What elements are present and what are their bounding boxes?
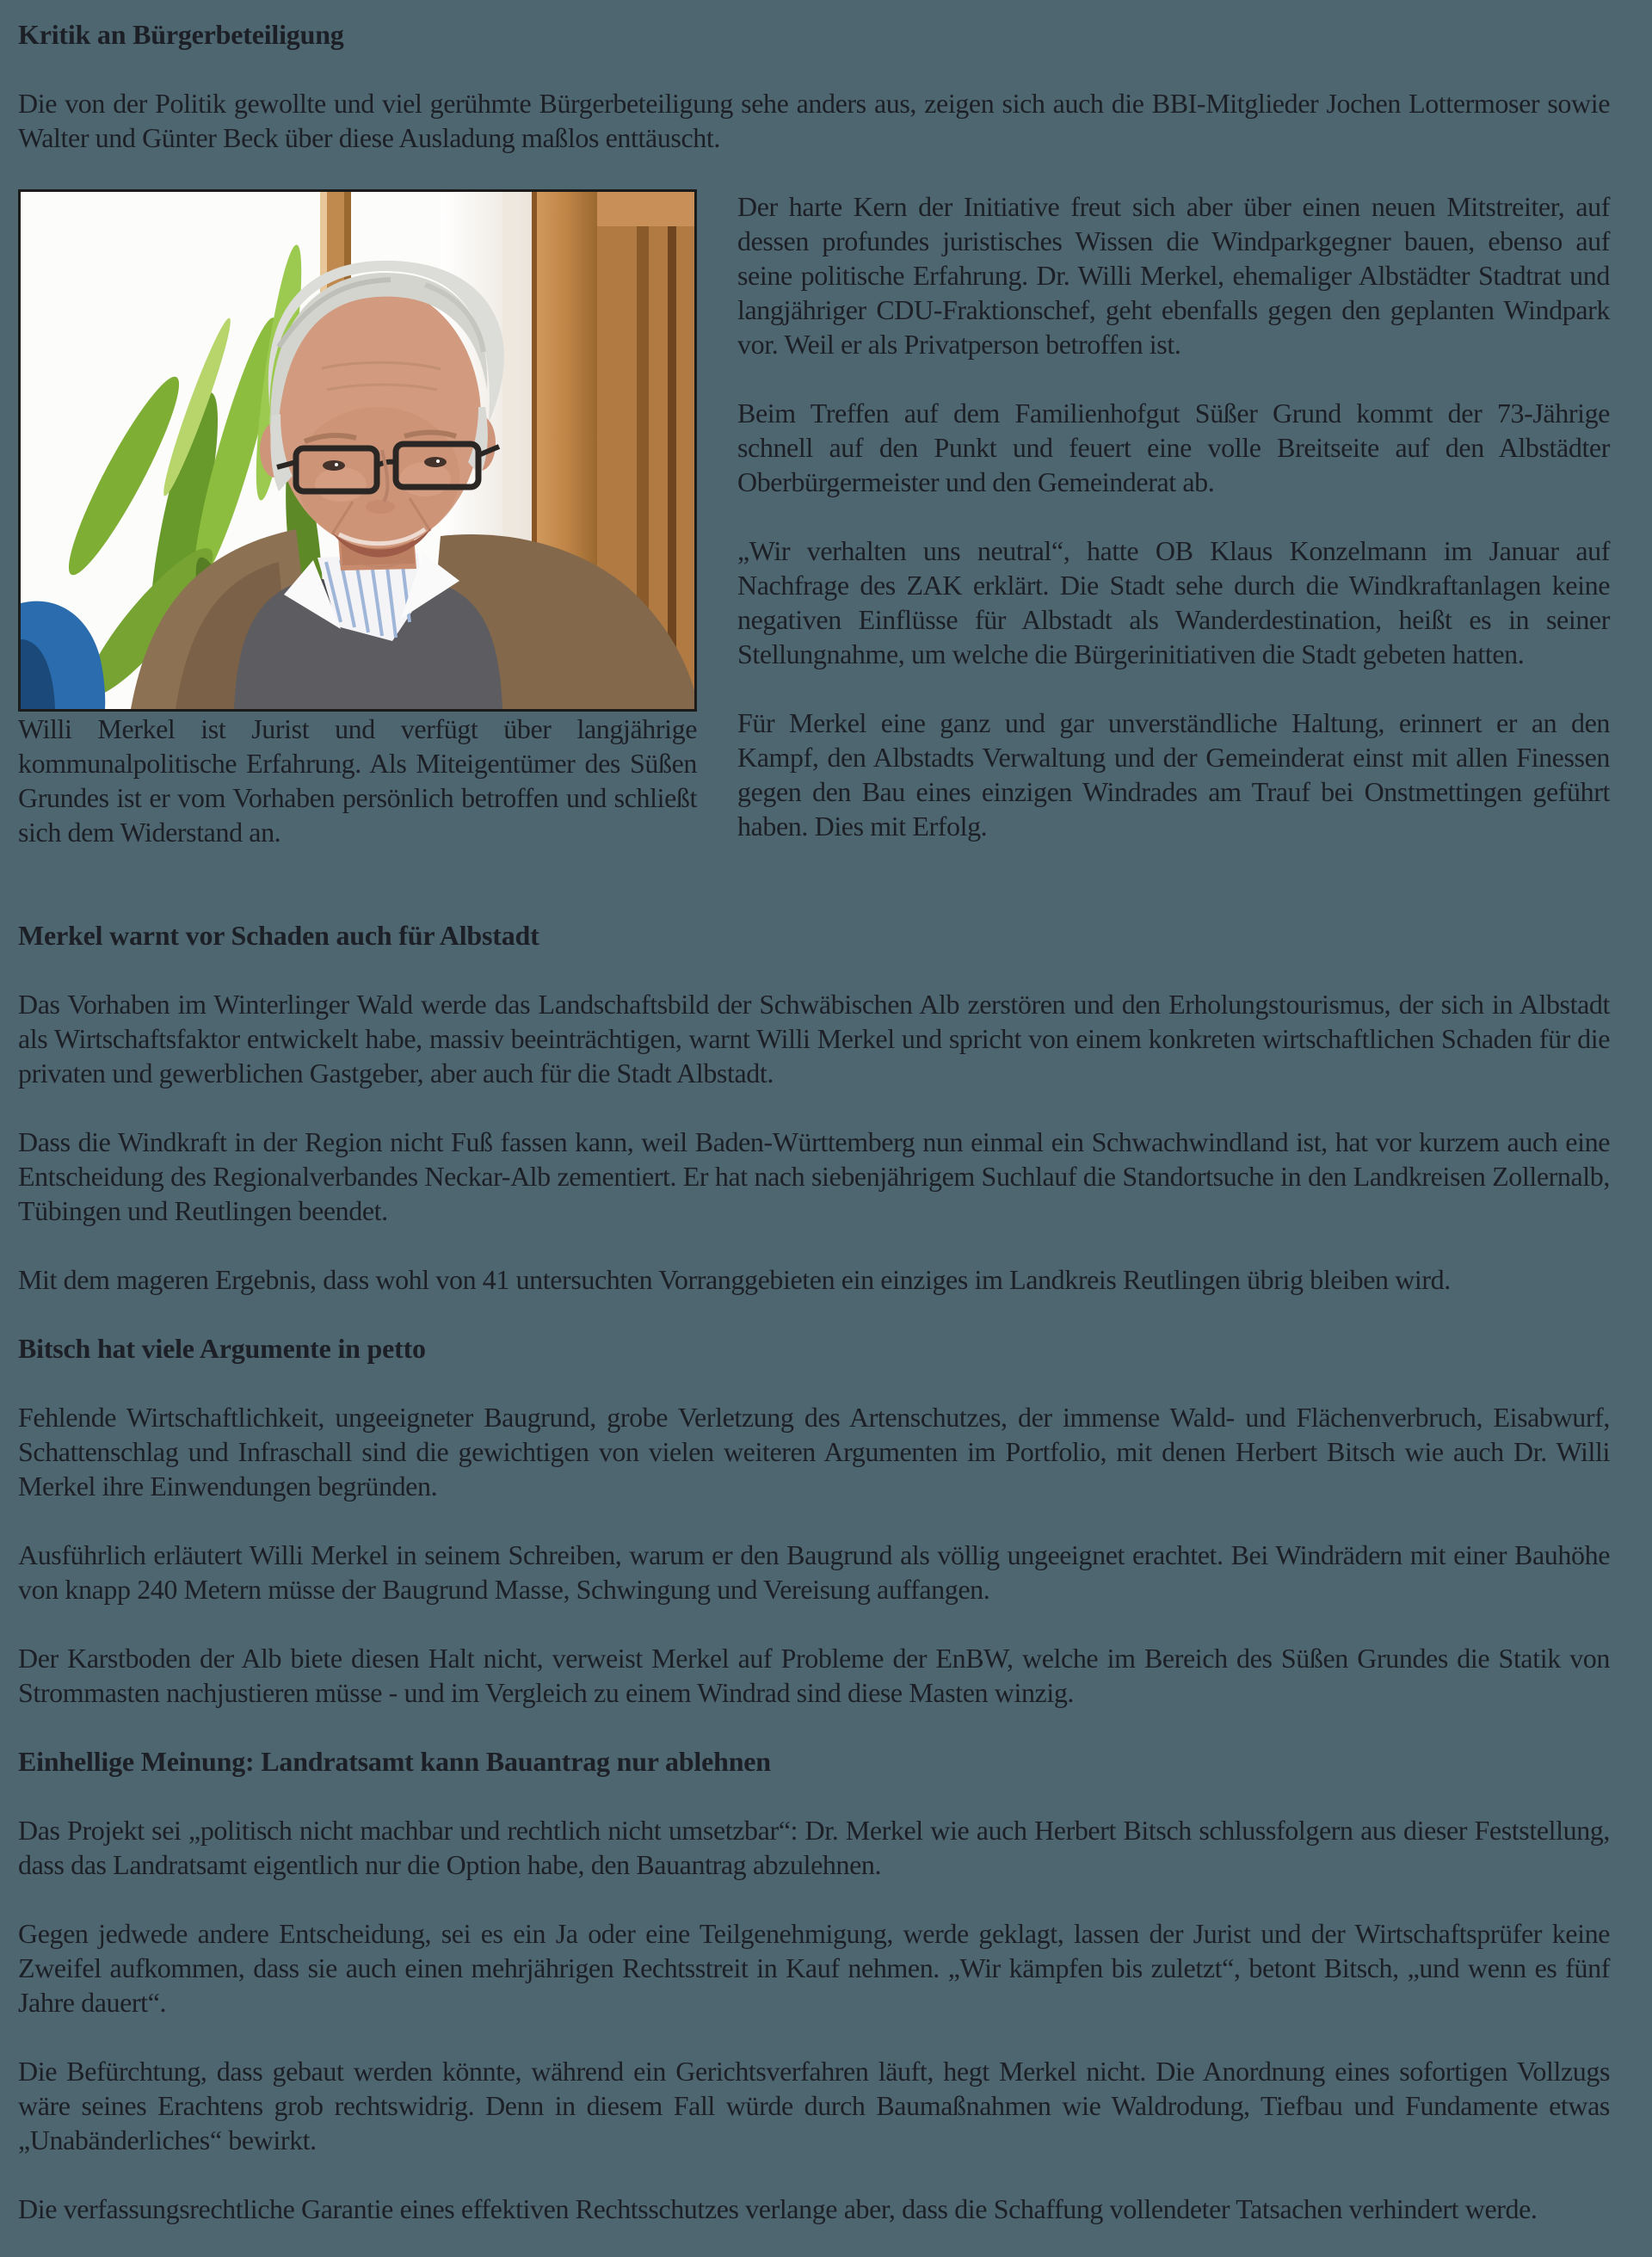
article-title: Kritik an Bürgerbeteiligung bbox=[18, 19, 344, 50]
intro-paragraph: Die von der Politik gewollte und viel gerühmte Bürgerbeteiligung sehe anders aus, zeigen sich auch die BBI-Mitglieder Jochen Lottermoser sowie Walter und Günter Beck über diese Ausladung maßlos enttäuscht. bbox=[18, 88, 1610, 153]
section-heading: Bitsch hat viele Argumente in petto bbox=[18, 1333, 426, 1364]
section-paragraph: Fehlende Wirtschaftlichkeit, ungeeigneter Baugrund, grobe Verletzung des Artenschutzes, der immense Wald- und Flächenverbruch, Eisabwurf, Schattenschlag und Infraschall sind die gewichtigen von vielen weiteren Argumenten im Portfolio, mit denen Herbert Bitsch wie auch Dr. Willi Merkel ihre Einwendungen begründen. bbox=[18, 1402, 1610, 1502]
section-merkel-warnt bbox=[18, 918, 1610, 1297]
column-paragraph: Für Merkel eine ganz und gar unverständliche Haltung, erinnert er an den Kampf, den Albstadts Verwaltung und der Gemeinderat einst mit allen Finessen gegen den Bau eines einzigen Windrades am Trauf bei Onstmettingen geführt haben. Dies mit Erfolg. bbox=[737, 707, 1610, 842]
section-paragraph: Das Projekt sei „politisch nicht machbar und rechtlich nicht umsetzbar“: Dr. Merkel wie auch Herbert Bitsch schlussfolgern aus dieser Feststellung, dass das Landratsamt eigentlich nur die Option habe, den Bauantrag abzulehnen. bbox=[18, 1815, 1610, 1880]
column-paragraph: Der harte Kern der Initiative freut sich aber über einen neuen Mitstreiter, auf dessen profundes juristisches Wissen die Windparkgegner bauen, ebenso auf seine politische Erfahrung. Dr. Willi Merkel, ehemaliger Albstädter Stadtrat und langjähriger CDU-Fraktionschef, geht ebenfalls gegen den geplanten Windpark vor. Weil er als Privatperson betroffen ist. bbox=[737, 191, 1610, 360]
section-bitsch-argumente bbox=[18, 1331, 1610, 1710]
right-text-column bbox=[737, 189, 1610, 843]
section-paragraph: Die Befürchtung, dass gebaut werden könnte, während ein Gerichtsverfahren läuft, hegt Merkel nicht. Die Anordnung eines sofortigen Vollzugs wäre seines Erachtens grob rechtswidrig. Denn in diesem Fall würde durch Baumaßnahmen wie Waldrodung, Tiefbau und Fundamente etwas „Unabänderliches“ bewirkt. bbox=[18, 2056, 1610, 2155]
section-paragraph: Ausführlich erläutert Willi Merkel in seinem Schreiben, warum er den Baugrund als völlig ungeeignet erachtet. Bei Windrädern mit einer Bauhöhe von knapp 240 Metern müsse der Baugrund Masse, Schwingung und Vereisung auffangen. bbox=[18, 1539, 1610, 1605]
section-paragraph: Mit dem mageren Ergebnis, dass wohl von 41 untersuchten Vorranggebieten ein einziges im Landkreis Reutlingen übrig bleiben wird. bbox=[18, 1264, 1451, 1295]
photo-frame bbox=[18, 189, 697, 712]
section-paragraph: Der Karstboden der Alb biete diesen Halt nicht, verweist Merkel auf Probleme der EnBW, welche im Bereich des Süßen Grundes die Statik von Strommasten nachjustieren müsse - und im Vergleich zu einem Windrad sind diese Masten winzig. bbox=[18, 1643, 1610, 1708]
column-paragraph: „Wir verhalten uns neutral“, hatte OB Klaus Konzelmann im Januar auf Nachfrage des ZAK erklärt. Die Stadt sehe durch die Windkraftanlagen keine negativen Einflüsse für Albstadt als Wanderdestination, heißt es in seiner Stellungnahme, um welche die Bürgerinitiativen die Stadt gebeten hatten. bbox=[737, 535, 1610, 669]
section-heading: Merkel warnt vor Schaden auch für Albstadt bbox=[18, 920, 539, 951]
section-paragraph: Gegen jedwede andere Entscheidung, sei es ein Ja oder eine Teilgenehmigung, werde geklagt, lassen der Jurist und der Wirtschaftsprüfer keine Zweifel aufkommen, dass sie auch einen mehrjährigen Rechtsstreit in Kauf nehmen. „Wir kämpfen bis zuletzt“, betont Bitsch, „und wenn es fünf Jahre dauert“. bbox=[18, 1918, 1610, 2018]
media-row bbox=[18, 189, 1610, 884]
section-heading: Einhellige Meinung: Landratsamt kann Bauantrag nur ablehnen bbox=[18, 1746, 771, 1777]
portrait-photo-willi-merkel bbox=[21, 192, 694, 709]
photo-column bbox=[18, 189, 697, 884]
section-paragraph: Das Vorhaben im Winterlinger Wald werde das Landschaftsbild der Schwäbischen Alb zerstören und den Erholungstourismus, der sich in Albstadt als Wirtschaftsfaktor entwickelt habe, massiv beeinträchtigen, warnt Willi Merkel und spricht von einem konkreten wirtschaftlichen Schaden für die privaten und gewerblichen Gastgeber, aber auch für die Stadt Albstadt. bbox=[18, 989, 1610, 1088]
section-paragraph: Dass die Windkraft in der Region nicht Fuß fassen kann, weil Baden-Württemberg nun einmal ein Schwachwindland ist, hat vor kurzem auch eine Entscheidung des Regionalverbandes Neckar-Alb zementiert. Er hat nach siebenjährigem Suchlauf die Standortsuche in den Landkreisen Zollernalb, Tübingen und Reutlingen beendet. bbox=[18, 1126, 1610, 1226]
photo-caption: Willi Merkel ist Jurist und verfügt über langjährige kommunalpolitische Erfahrung. Als Miteigentümer des Süßen Grundes ist er vom Vorhaben persönlich betroffen und schließt sich dem Widerstand an. bbox=[18, 713, 697, 848]
section-paragraph: Die verfassungsrechtliche Garantie eines effektiven Rechtsschutzes verlange aber, dass die Schaffung vollendeter Tatsachen verhindert werde. bbox=[18, 2193, 1538, 2224]
section-einhellige-meinung bbox=[18, 1744, 1610, 2226]
column-paragraph: Beim Treffen auf dem Familienhofgut Süßer Grund kommt der 73-Jährige schnell auf den Punkt und feuert eine volle Breitseite auf den Albstädter Oberbürgermeister und den Gemeinderat ab. bbox=[737, 398, 1610, 497]
